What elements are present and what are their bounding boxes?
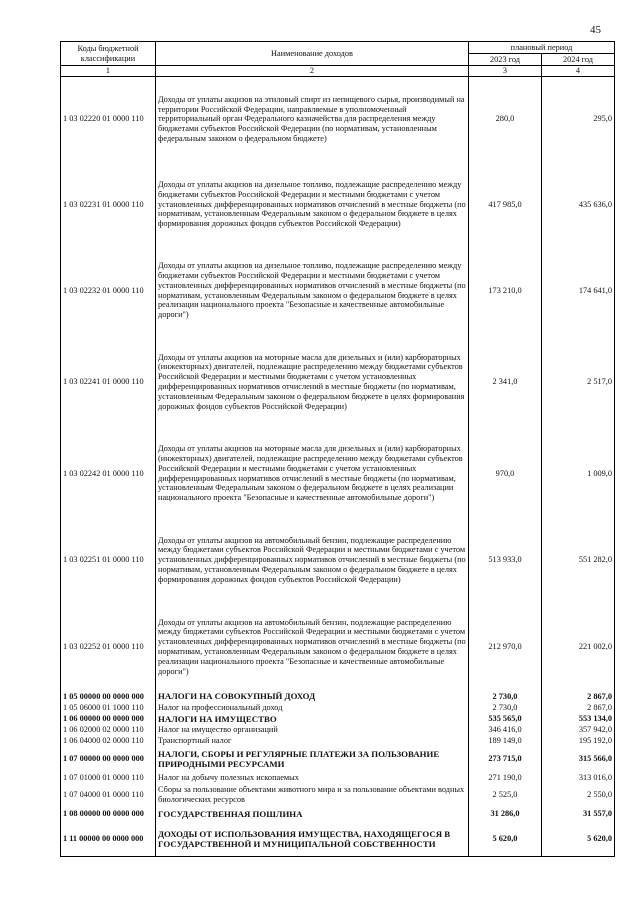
table-row bbox=[61, 604, 615, 691]
value-2024: 313 016,0 bbox=[542, 772, 615, 784]
value-2023: 346 416,0 bbox=[469, 725, 542, 736]
classification-code: 1 03 02242 01 0000 110 bbox=[61, 431, 156, 517]
header-codes: Коды бюджетной классификации bbox=[61, 42, 156, 66]
value-2023: 2 341,0 bbox=[469, 334, 542, 431]
table-row bbox=[61, 517, 615, 604]
table-row bbox=[61, 806, 615, 823]
table-row bbox=[61, 823, 615, 857]
classification-code: 1 07 00000 00 0000 000 bbox=[61, 747, 156, 772]
revenue-name: НАЛОГИ, СБОРЫ И РЕГУЛЯРНЫЕ ПЛАТЕЖИ ЗА ПОЛЬЗОВАНИЕ ПРИРОДНЫМИ РЕСУРСАМИ bbox=[156, 747, 469, 772]
revenue-name: ДОХОДЫ ОТ ИСПОЛЬЗОВАНИЯ ИМУЩЕСТВА, НАХОДЯЩЕГОСЯ В ГОСУДАРСТВЕННОЙ И МУНИЦИПАЛЬНОЙ СОБСТВЕННОСТИ bbox=[156, 823, 469, 857]
table-row bbox=[61, 248, 615, 334]
value-2024: 5 620,0 bbox=[542, 823, 615, 857]
classification-code: 1 08 00000 00 0000 000 bbox=[61, 806, 156, 823]
value-2023: 273 715,0 bbox=[469, 747, 542, 772]
value-2023: 31 286,0 bbox=[469, 806, 542, 823]
value-2024: 2 517,0 bbox=[542, 334, 615, 431]
header-period: плановый период bbox=[469, 42, 615, 54]
revenue-name: НАЛОГИ НА ИМУЩЕСТВО bbox=[156, 714, 469, 725]
classification-code: 1 11 00000 00 0000 000 bbox=[61, 823, 156, 857]
revenue-name: Налог на добычу полезных ископаемых bbox=[156, 772, 469, 784]
value-2023: 212 970,0 bbox=[469, 604, 542, 691]
value-2023: 5 620,0 bbox=[469, 823, 542, 857]
table-row bbox=[61, 747, 615, 772]
table-row bbox=[61, 691, 615, 703]
classification-code: 1 07 04000 01 0000 110 bbox=[61, 784, 156, 806]
revenue-name: Доходы от уплаты акцизов на автомобильный бензин, подлежащие распределению между бюджетами субъектов Российской Федерации и местными бюджетами с учетом установленных дифференцированных нормативов отчислений в местные бюджеты (по нормативам, установленным Федеральным законом о федеральном бюджете в целях реализации национального проекта "Безопасные и качественные автомобильные дороги") bbox=[156, 604, 469, 691]
classification-code: 1 03 02241 01 0000 110 bbox=[61, 334, 156, 431]
value-2023: 189 149,0 bbox=[469, 736, 542, 747]
table-row bbox=[61, 784, 615, 806]
header-year-2023: 2023 год bbox=[469, 54, 542, 66]
table-row bbox=[61, 334, 615, 431]
table-row bbox=[61, 714, 615, 725]
value-2023: 271 190,0 bbox=[469, 772, 542, 784]
value-2024: 553 134,0 bbox=[542, 714, 615, 725]
value-2023: 2 730,0 bbox=[469, 703, 542, 714]
value-2023: 513 933,0 bbox=[469, 517, 542, 604]
table-row bbox=[61, 162, 615, 248]
value-2023: 280,0 bbox=[469, 77, 542, 162]
table-row bbox=[61, 77, 615, 162]
value-2024: 2 867,0 bbox=[542, 691, 615, 703]
classification-code: 1 06 00000 00 0000 000 bbox=[61, 714, 156, 725]
classification-code: 1 03 02252 01 0000 110 bbox=[61, 604, 156, 691]
column-number: 4 bbox=[542, 66, 615, 77]
table-row bbox=[61, 725, 615, 736]
revenue-name: Доходы от уплаты акцизов на дизельное топливо, подлежащие распределению между бюджетами субъектов Российской Федерации и местными бюджетами с учетом установленных дифференцированных нормативов отчислений в местные бюджеты (по нормативам, установленным Федеральным законом о федеральном бюджете в целях формирования дорожных фондов субъектов Российской Федерации) bbox=[156, 162, 469, 248]
classification-code: 1 06 04000 02 0000 110 bbox=[61, 736, 156, 747]
value-2023: 173 210,0 bbox=[469, 248, 542, 334]
value-2023: 2 730,0 bbox=[469, 691, 542, 703]
table-row bbox=[61, 736, 615, 747]
value-2024: 551 282,0 bbox=[542, 517, 615, 604]
revenue-name: НАЛОГИ НА СОВОКУПНЫЙ ДОХОД bbox=[156, 691, 469, 703]
classification-code: 1 05 00000 00 0000 000 bbox=[61, 691, 156, 703]
header-name: Наименование доходов bbox=[156, 42, 469, 66]
value-2024: 315 566,0 bbox=[542, 747, 615, 772]
column-number: 2 bbox=[156, 66, 469, 77]
page-number: 45 bbox=[590, 24, 601, 36]
value-2024: 1 009,0 bbox=[542, 431, 615, 517]
table-row bbox=[61, 772, 615, 784]
value-2023: 970,0 bbox=[469, 431, 542, 517]
value-2024: 2 867,0 bbox=[542, 703, 615, 714]
value-2023: 417 985,0 bbox=[469, 162, 542, 248]
value-2024: 221 002,0 bbox=[542, 604, 615, 691]
table-row bbox=[61, 703, 615, 714]
value-2023: 535 565,0 bbox=[469, 714, 542, 725]
classification-code: 1 06 02000 02 0000 110 bbox=[61, 725, 156, 736]
revenue-name: Доходы от уплаты акцизов на автомобильный бензин, подлежащие распределению между бюджетами субъектов Российской Федерации и местными бюджетами с учетом установленных дифференцированных нормативов отчислений в местные бюджеты (по нормативам, установленным Федеральным законом о федеральном бюджете в целях формирования дорожных фондов субъектов Российской Федерации) bbox=[156, 517, 469, 604]
value-2024: 31 557,0 bbox=[542, 806, 615, 823]
value-2024: 435 636,0 bbox=[542, 162, 615, 248]
revenue-name: Доходы от уплаты акцизов на этиловый спирт из непищевого сырья, производимый на территории Российской Федерации, направляемые в уполномоченный территориальный орган Федерального казначейства для распределения между бюджетами субъектов Российской Федерации (по нормативам, установленным федеральным законом о федеральном бюджете) bbox=[156, 77, 469, 162]
revenue-name: Налог на имущество организаций bbox=[156, 725, 469, 736]
value-2024: 295,0 bbox=[542, 77, 615, 162]
value-2024: 2 550,0 bbox=[542, 784, 615, 806]
classification-code: 1 05 06000 01 1000 110 bbox=[61, 703, 156, 714]
revenue-table bbox=[60, 41, 615, 857]
column-number: 3 bbox=[469, 66, 542, 77]
value-2024: 174 641,0 bbox=[542, 248, 615, 334]
table-body bbox=[61, 77, 615, 857]
revenue-name: Доходы от уплаты акцизов на дизельное топливо, подлежащие распределению между бюджетами субъектов Российской Федерации и местными бюджетами с учетом установленных дифференцированных нормативов отчислений в местные бюджеты (по нормативам, установленным Федеральным законом о федеральном бюджете в целях реализации национального проекта "Безопасные и качественные автомобильные дороги") bbox=[156, 248, 469, 334]
revenue-name: Доходы от уплаты акцизов на моторные масла для дизельных и (или) карбюраторных (инжекторных) двигателей, подлежащие распределению между бюджетами субъектов Российской Федерации и местными бюджетами с учетом установленных дифференцированных нормативов отчислений в местные бюджеты (по нормативам, установленным Федеральным законом о федеральном бюджете в целях формирования дорожных фондов субъектов Российской Федерации) bbox=[156, 334, 469, 431]
value-2024: 195 192,0 bbox=[542, 736, 615, 747]
value-2023: 2 525,0 bbox=[469, 784, 542, 806]
revenue-name: Транспортный налог bbox=[156, 736, 469, 747]
revenue-name: Доходы от уплаты акцизов на моторные масла для дизельных и (или) карбюраторных (инжекторных) двигателей, подлежащие распределению между бюджетами субъектов Российской Федерации и местными бюджетами с учетом установленных дифференцированных нормативов отчислений в местные бюджеты (по нормативам, установленным Федеральным законом о федеральном бюджете в целях реализации национального проекта "Безопасные и качественные автомобильные дороги") bbox=[156, 431, 469, 517]
header-year-2024: 2024 год bbox=[542, 54, 615, 66]
revenue-name: ГОСУДАРСТВЕННАЯ ПОШЛИНА bbox=[156, 806, 469, 823]
classification-code: 1 03 02220 01 0000 110 bbox=[61, 77, 156, 162]
classification-code: 1 07 01000 01 0000 110 bbox=[61, 772, 156, 784]
revenue-name: Сборы за пользование объектами животного мира и за пользование объектами водных биологических ресурсов bbox=[156, 784, 469, 806]
column-number: 1 bbox=[61, 66, 156, 77]
revenue-name: Налог на профессиональный доход bbox=[156, 703, 469, 714]
value-2024: 357 942,0 bbox=[542, 725, 615, 736]
table-row bbox=[61, 431, 615, 517]
classification-code: 1 03 02251 01 0000 110 bbox=[61, 517, 156, 604]
classification-code: 1 03 02232 01 0000 110 bbox=[61, 248, 156, 334]
classification-code: 1 03 02231 01 0000 110 bbox=[61, 162, 156, 248]
